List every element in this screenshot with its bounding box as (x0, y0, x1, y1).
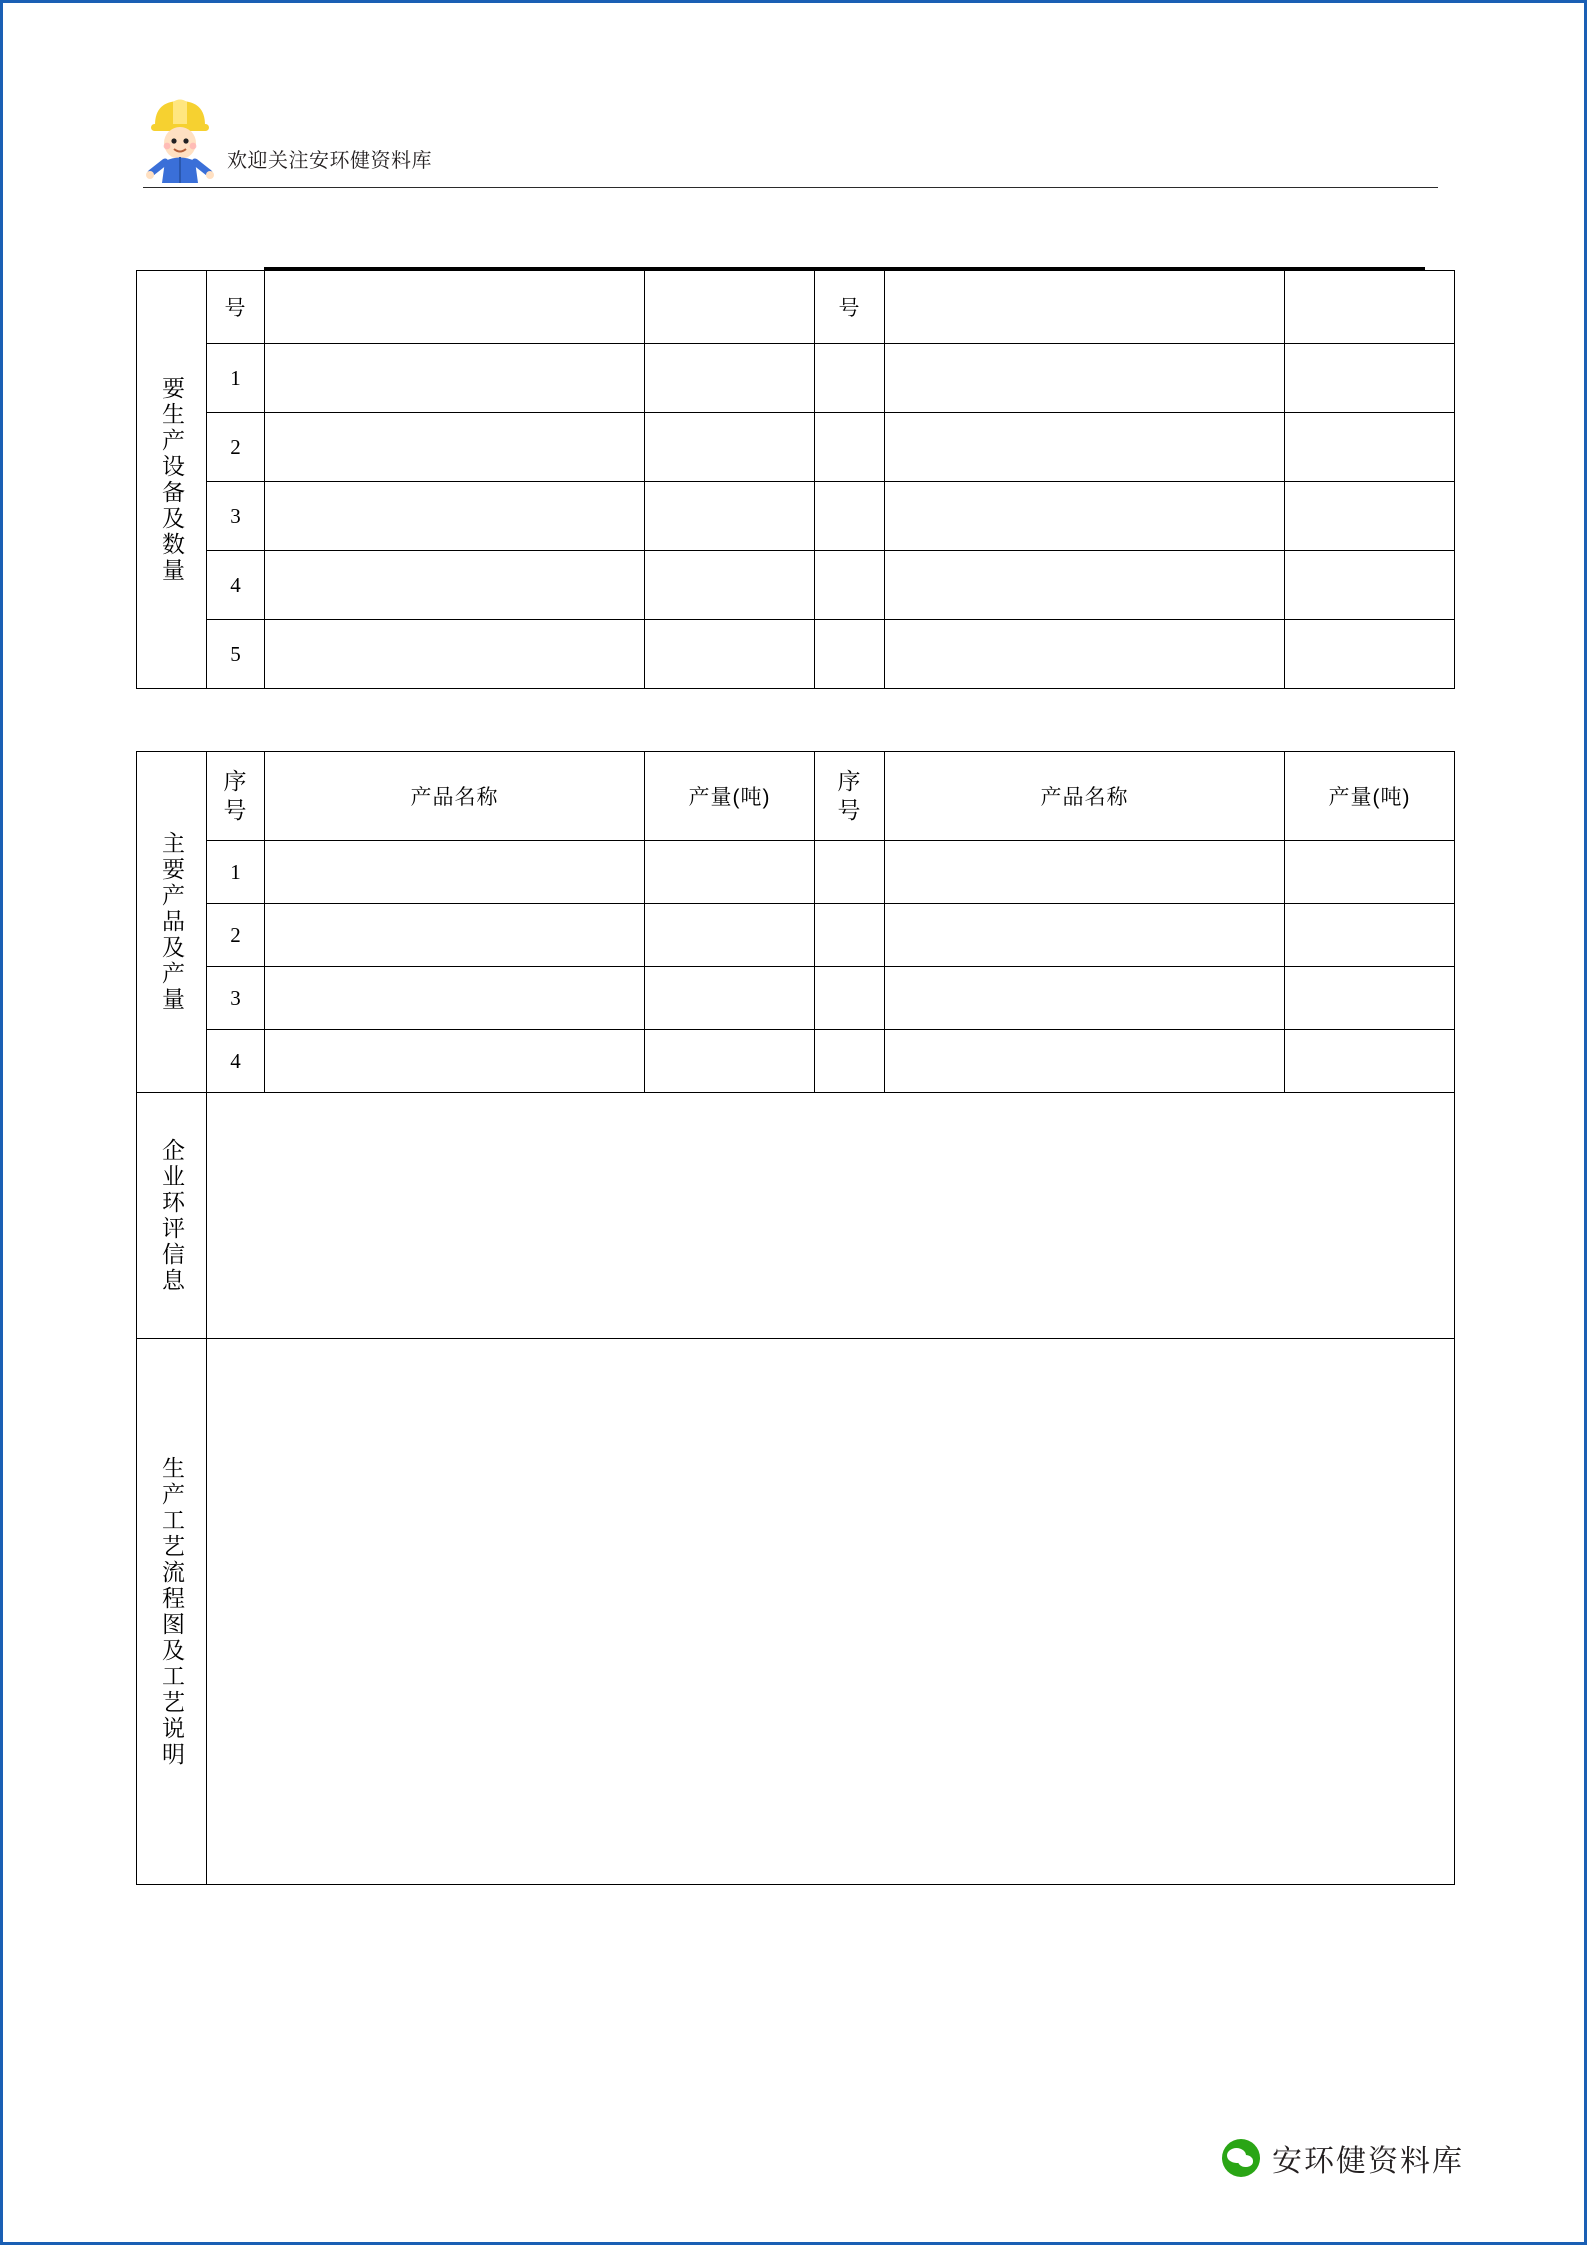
product-seq2-3 (815, 967, 885, 1030)
equipment-seq-5: 5 (207, 620, 265, 689)
equipment-seq-4: 4 (207, 551, 265, 620)
equipment-name-3[interactable] (265, 482, 645, 551)
equipment-name2-5[interactable] (885, 620, 1285, 689)
product-seq-1: 1 (207, 841, 265, 904)
product-qty-4[interactable] (645, 1030, 815, 1093)
product-qty2-4[interactable] (1285, 1030, 1455, 1093)
header-title: 欢迎关注安环健资料库 (227, 150, 432, 172)
product-row-label-cell (137, 752, 207, 1093)
table-row (137, 413, 1455, 482)
equipment-qty-2[interactable] (645, 413, 815, 482)
equipment-name-1[interactable] (265, 344, 645, 413)
equipment-header-qty2 (1285, 271, 1455, 344)
process-label: 生产工艺流程图及工艺说明 (159, 1455, 186, 1768)
equipment-qty2-1[interactable] (1285, 344, 1455, 413)
equipment-qty2-5[interactable] (1285, 620, 1455, 689)
product-name-3[interactable] (265, 967, 645, 1030)
wechat-icon (1222, 2139, 1260, 2177)
equipment-seq-2: 2 (207, 413, 265, 482)
eia-value-cell[interactable] (207, 1093, 1455, 1339)
equipment-qty-1[interactable] (645, 344, 815, 413)
product-qty-1[interactable] (645, 841, 815, 904)
process-label-cell (137, 1339, 207, 1885)
equipment-qty-4[interactable] (645, 551, 815, 620)
product-header-seq1-line2: 号 (223, 797, 248, 823)
equipment-seq2-5 (815, 620, 885, 689)
table-row (137, 904, 1455, 967)
equipment-seq2-1 (815, 344, 885, 413)
equipment-name-2[interactable] (265, 413, 645, 482)
product-name-4[interactable] (265, 1030, 645, 1093)
equipment-qty2-3[interactable] (1285, 482, 1455, 551)
product-qty2-1[interactable] (1285, 841, 1455, 904)
table-row (137, 482, 1455, 551)
product-row-label: 主要产品及产量 (159, 831, 186, 1013)
product-name2-3[interactable] (885, 967, 1285, 1030)
product-header-name2: 产品名称 (885, 752, 1285, 841)
worker-mascot-icon (143, 91, 217, 183)
equipment-seq2-2 (815, 413, 885, 482)
equipment-name2-4[interactable] (885, 551, 1285, 620)
product-header-seq2-line2: 号 (837, 797, 862, 823)
process-value-cell[interactable] (207, 1339, 1455, 1885)
table-row (137, 551, 1455, 620)
header-divider (143, 187, 1438, 188)
product-header-output2: 产量(吨) (1285, 752, 1455, 841)
product-name2-1[interactable] (885, 841, 1285, 904)
product-seq2-1 (815, 841, 885, 904)
header-row (143, 88, 1443, 183)
table-row (137, 841, 1455, 904)
product-header-seq1 (207, 752, 265, 841)
equipment-header-name1 (265, 271, 645, 344)
table-row (137, 752, 1455, 841)
equipment-name2-3[interactable] (885, 482, 1285, 551)
product-seq2-2 (815, 904, 885, 967)
equipment-seq2-3 (815, 482, 885, 551)
equipment-name-5[interactable] (265, 620, 645, 689)
table-row (137, 620, 1455, 689)
table-row (137, 967, 1455, 1030)
equipment-qty2-4[interactable] (1285, 551, 1455, 620)
table-row (137, 1030, 1455, 1093)
table-row (137, 344, 1455, 413)
product-qty2-3[interactable] (1285, 967, 1455, 1030)
equipment-seq-1: 1 (207, 344, 265, 413)
product-header-seq2-line1: 序 (837, 768, 862, 795)
table-row (137, 271, 1455, 344)
product-header-seq1-line1: 序 (223, 768, 248, 795)
product-table (136, 751, 1455, 1885)
equipment-header-seq1: 号 (207, 271, 265, 344)
product-qty2-2[interactable] (1285, 904, 1455, 967)
equipment-name2-2[interactable] (885, 413, 1285, 482)
document-sheet (3, 3, 1584, 2242)
footer-badge-text: 安环健资料库 (1272, 2145, 1464, 2178)
product-seq-2: 2 (207, 904, 265, 967)
product-header-output1: 产量(吨) (645, 752, 815, 841)
equipment-qty2-2[interactable] (1285, 413, 1455, 482)
product-seq-4: 4 (207, 1030, 265, 1093)
equipment-qty-3[interactable] (645, 482, 815, 551)
product-header-seq2 (815, 752, 885, 841)
equipment-seq2-4 (815, 551, 885, 620)
equipment-seq-3: 3 (207, 482, 265, 551)
equipment-row-label-cell (137, 271, 207, 689)
product-name2-4[interactable] (885, 1030, 1285, 1093)
equipment-row-label: 要生产设备及数量 (159, 375, 186, 584)
product-qty-3[interactable] (645, 967, 815, 1030)
equipment-header-name2 (885, 271, 1285, 344)
product-qty-2[interactable] (645, 904, 815, 967)
product-seq2-4 (815, 1030, 885, 1093)
product-name-2[interactable] (265, 904, 645, 967)
table-row (137, 1339, 1455, 1885)
table-row (137, 1093, 1455, 1339)
product-name-1[interactable] (265, 841, 645, 904)
equipment-name2-1[interactable] (885, 344, 1285, 413)
equipment-qty-5[interactable] (645, 620, 815, 689)
eia-label-cell (137, 1093, 207, 1339)
document-header (143, 88, 1443, 188)
product-name2-2[interactable] (885, 904, 1285, 967)
eia-label: 企业环评信息 (159, 1137, 186, 1294)
equipment-header-seq2: 号 (815, 271, 885, 344)
footer-badge (1222, 2136, 1464, 2180)
equipment-table (136, 270, 1455, 689)
product-seq-3: 3 (207, 967, 265, 1030)
equipment-header-qty1 (645, 271, 815, 344)
product-header-name1: 产品名称 (265, 752, 645, 841)
equipment-name-4[interactable] (265, 551, 645, 620)
